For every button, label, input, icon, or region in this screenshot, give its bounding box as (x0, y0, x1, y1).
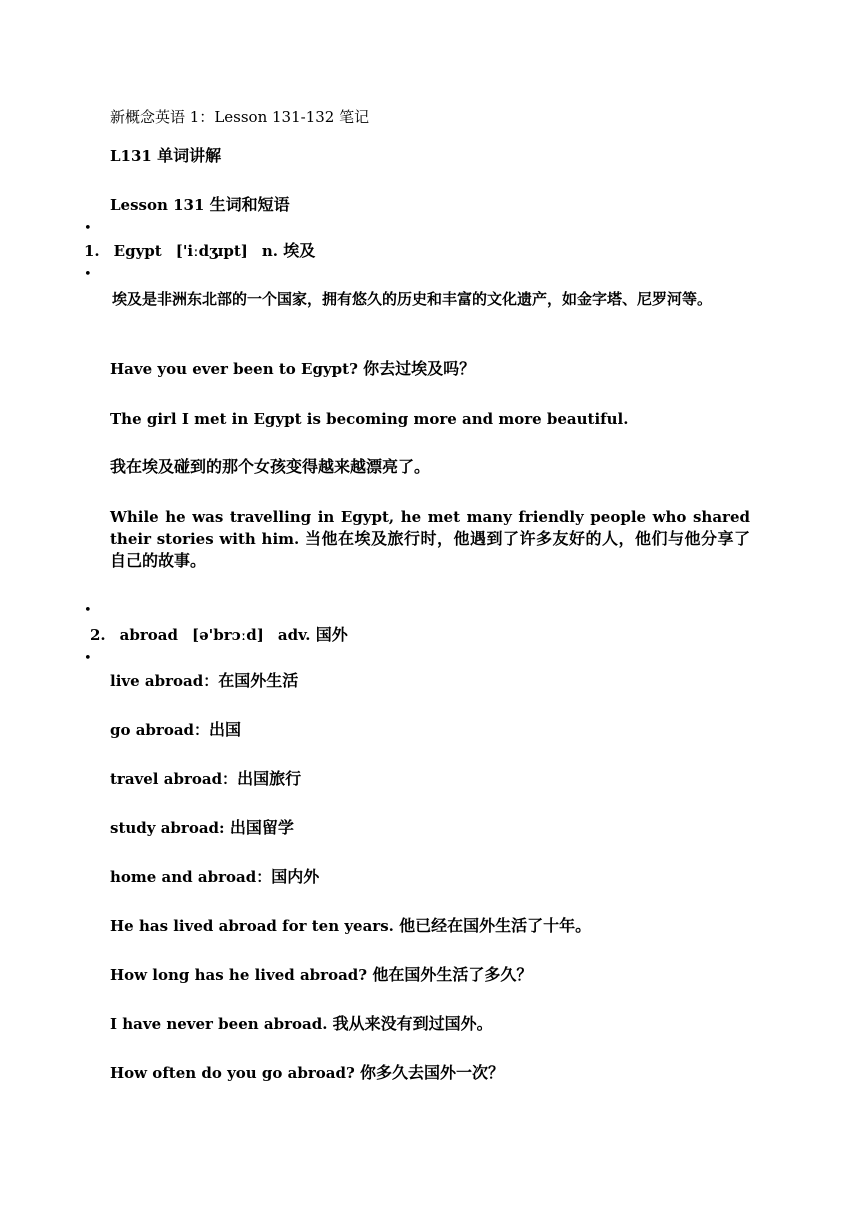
example-en: He has lived abroad for ten years. (110, 917, 394, 935)
example-sentence (110, 1013, 493, 1035)
example-sentence (110, 506, 750, 572)
section-title: 单词讲解 (157, 146, 222, 165)
phrase-en: go abroad： (110, 721, 210, 739)
example-cn: 你多久去国外一次？ (360, 1063, 505, 1082)
entry-number: 1. (84, 242, 100, 260)
phonetic: [ə'brɔːd] (192, 626, 264, 644)
phrase-en: travel abroad： (110, 770, 238, 788)
example-sentence (110, 964, 532, 986)
example-en: How long has he lived abroad? (110, 966, 368, 984)
phrase-en: home and abroad： (110, 868, 272, 886)
title-en: Lesson 131-132 (214, 108, 335, 126)
section-lesson: Lesson 131 (110, 196, 205, 214)
headword: abroad (119, 626, 178, 644)
phrase-en: live abroad： (110, 672, 219, 690)
bullet-mark: • (84, 603, 92, 618)
phrase-cn: 国内外 (271, 867, 320, 886)
headword: Egypt (113, 242, 162, 260)
phrase-cn: 出国旅行 (237, 769, 302, 788)
phrase-item (110, 670, 298, 692)
example-cn: 他已经在国外生活了十年。 (399, 916, 592, 935)
bullet-mark: • (84, 267, 92, 282)
word-meaning: 埃及 (283, 241, 316, 260)
title-cn: 新概念英语 1： (110, 108, 215, 126)
entry-number: 2. (90, 626, 106, 644)
example-cn: 他在国外生活了多久？ (372, 965, 533, 984)
document-title (110, 106, 369, 128)
phonetic: ['iːdʒɪpt] (175, 242, 248, 260)
example-sentence (110, 915, 591, 937)
example-cn: 你去过埃及吗？ (363, 359, 476, 378)
example-en: Have you ever been to Egypt? (110, 360, 358, 378)
part-of-speech: adv. (277, 626, 311, 644)
phrase-item (110, 719, 241, 741)
phrase-en: study abroad: (110, 819, 225, 837)
word-description: 埃及是非洲东北部的一个国家，拥有悠久的历史和丰富的文化遗产，如金字塔、尼罗河等。 (112, 290, 713, 308)
phrase-item (110, 817, 294, 839)
section-subtitle: 生词和短语 (209, 195, 290, 214)
example-cn: 我从来没有到过国外。 (332, 1014, 493, 1033)
word-meaning: 国外 (315, 625, 348, 644)
example-sentence (110, 358, 475, 380)
example-en: While he was travelling in Egypt, he met many friendly people who shared their stories with him. (110, 508, 750, 548)
phrase-item (110, 866, 319, 888)
bullet-mark: • (84, 221, 92, 236)
example-sentence-en: The girl I met in Egypt is becoming more and more beautiful. (110, 410, 629, 428)
example-cn: 当他在埃及旅行时，他遇到了许多友好的人，他们与他分享了自己的故事。 (110, 529, 750, 570)
word-entry-egypt (84, 240, 315, 262)
section-heading-vocab (110, 145, 221, 167)
title-suffix: 笔记 (339, 108, 370, 126)
example-sentence (110, 1062, 504, 1084)
phrase-cn: 出国留学 (229, 818, 294, 837)
example-en: How often do you go abroad? (110, 1064, 355, 1082)
example-en: I have never been abroad. (110, 1015, 328, 1033)
example-sentence-cn: 我在埃及碰到的那个女孩变得越来越漂亮了。 (110, 457, 431, 476)
section-code: L131 (110, 147, 152, 165)
bullet-mark: • (84, 651, 92, 666)
part-of-speech: n. (261, 242, 279, 260)
phrase-cn: 出国 (209, 720, 242, 739)
phrase-cn: 在国外生活 (218, 671, 299, 690)
phrase-item (110, 768, 301, 790)
section-heading-words (110, 194, 290, 216)
word-entry-abroad (90, 624, 348, 646)
